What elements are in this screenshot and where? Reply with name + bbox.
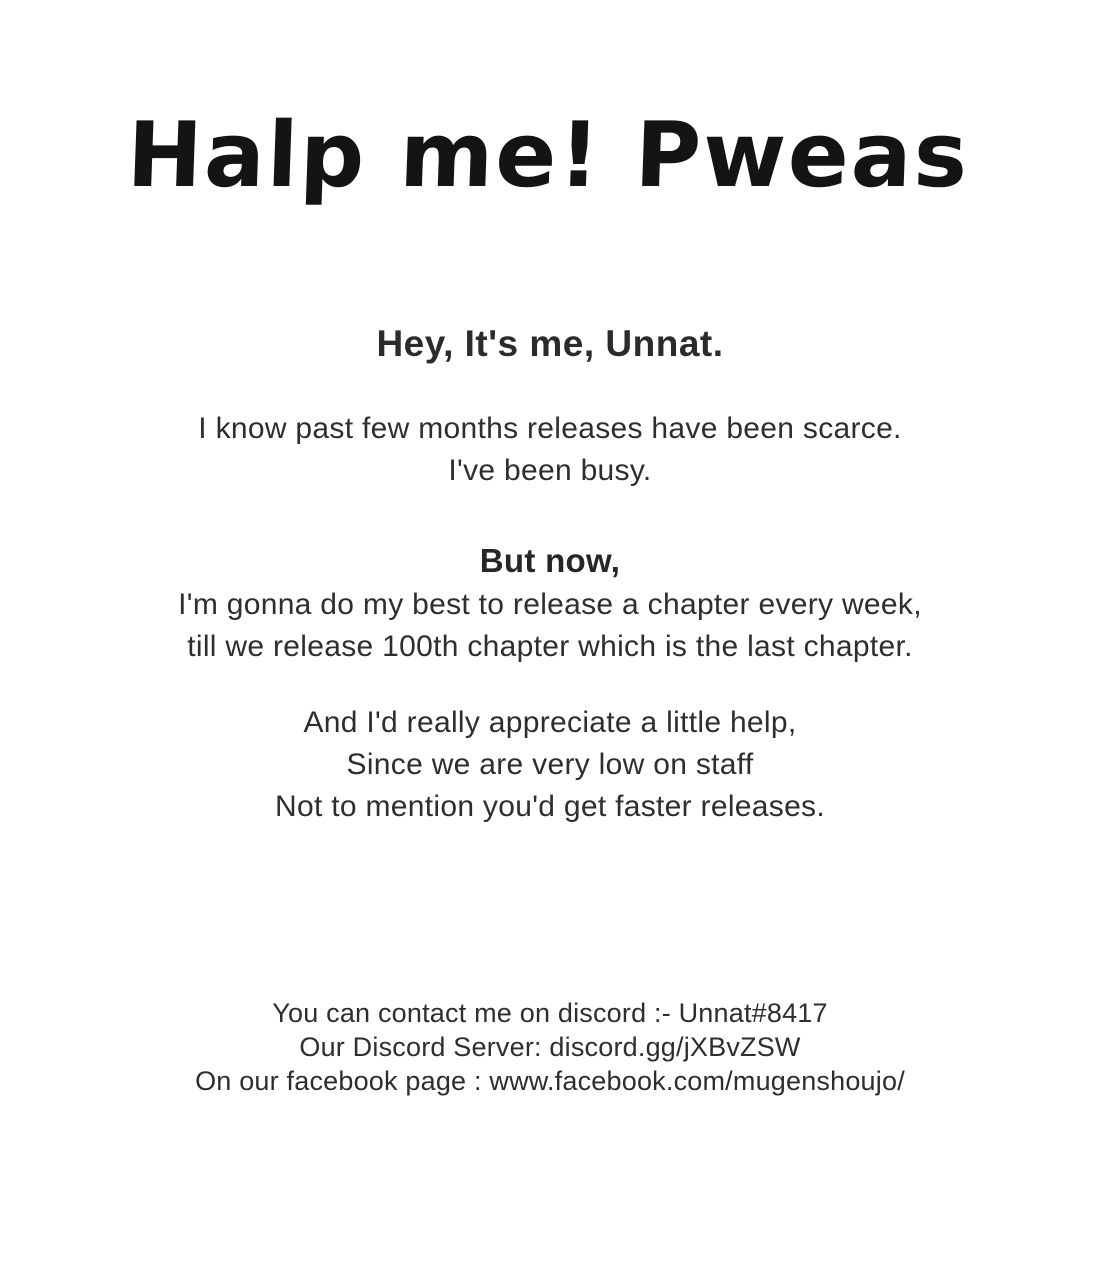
contact-facebook-page: On our facebook page : www.facebook.com/mugenshoujo/ (195, 1065, 905, 1096)
page-title: Halp me! Pweas (125, 103, 972, 208)
intro-line-busy: I've been busy. (448, 453, 652, 487)
contact-block (0, 996, 1100, 1098)
plan-line-weekly-release: I'm gonna do my best to release a chapter every week, (178, 587, 922, 621)
plan-paragraph (0, 538, 1100, 668)
greeting-text: Hey, It's me, Unnat. (376, 322, 724, 364)
intro-paragraph (0, 408, 1100, 492)
help-paragraph (0, 702, 1100, 828)
intro-line-scarce: I know past few months releases have been scarce. (198, 411, 902, 445)
plan-line-last-chapter: till we release 100th chapter which is the last chapter. (187, 629, 913, 663)
help-line-faster-releases: Not to mention you'd get faster releases. (275, 789, 825, 823)
contact-discord-server: Our Discord Server: discord.gg/jXBvZSW (299, 1031, 801, 1062)
help-line-low-staff: Since we are very low on staff (346, 747, 754, 781)
plan-line-but-now: But now, (479, 541, 621, 579)
help-line-appreciate: And I'd really appreciate a little help, (303, 705, 797, 739)
contact-discord-user: You can contact me on discord :- Unnat#8417 (272, 997, 828, 1028)
